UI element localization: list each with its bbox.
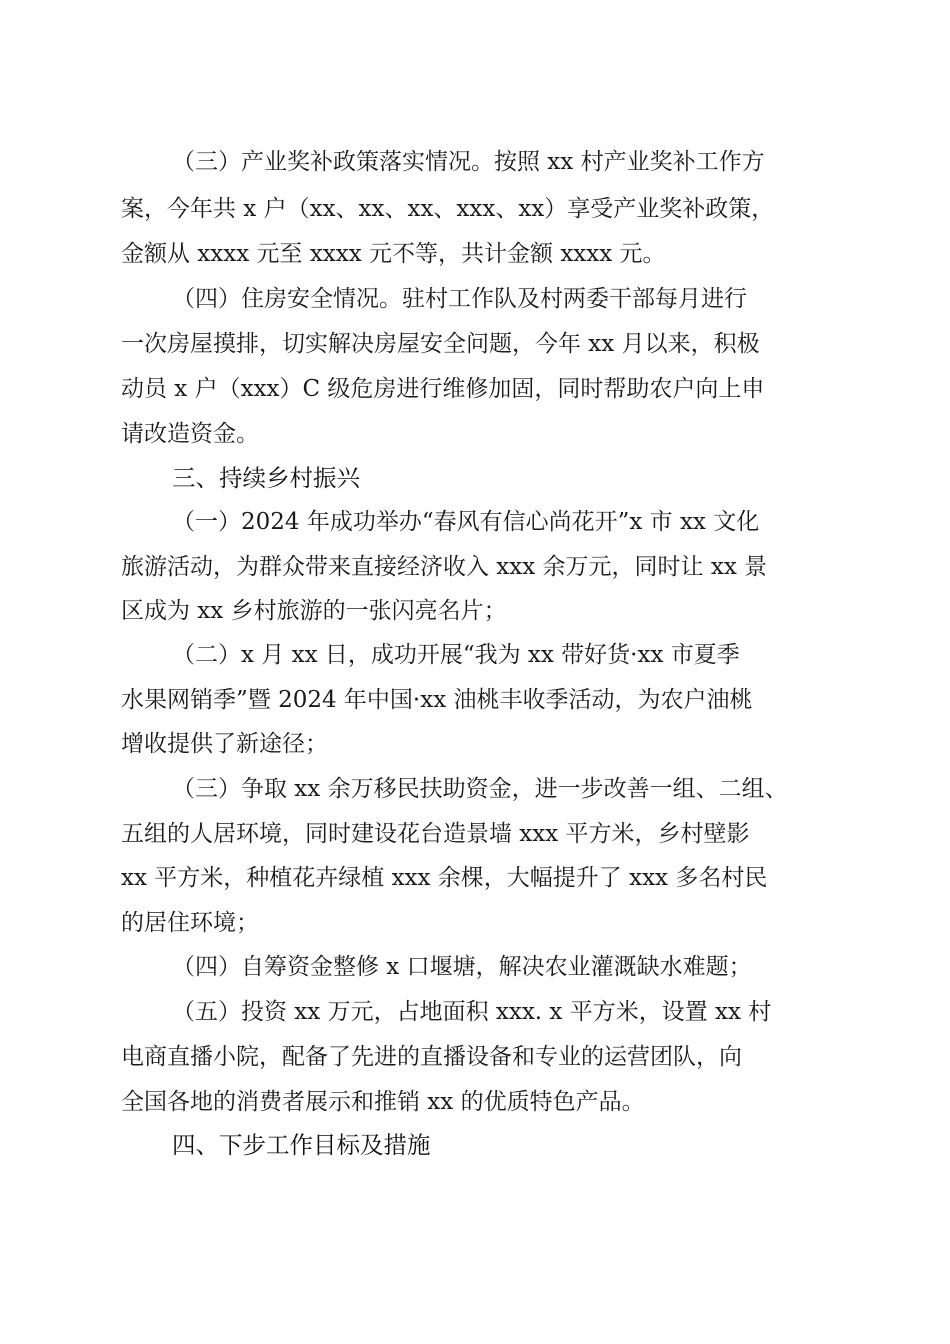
paragraph-line: （四）自筹资金整修 x 口堰塘，解决农业灌溉缺水难题； [172, 954, 752, 980]
paragraph-line: （五）投资 xx 万元，占地面积 xxx. x 平方米，设置 xx 村 [172, 999, 772, 1025]
paragraph-line: 增收提供了新途径； [121, 731, 328, 757]
paragraph-line: 一次房屋摸排，切实解决房屋安全问题，今年 xx 月以来，积极 [121, 331, 760, 357]
paragraph-line: xx 平方米，种植花卉绿植 xxx 余棵，大幅提升了 xxx 多名村民 [121, 865, 768, 891]
paragraph-line: 案，今年共 x 户（xx、xx、xx、xxx、xx）享受产业奖补政策， [121, 196, 775, 222]
paragraph-line: 水果网销季”暨 2024 年中国·xx 油桃丰收季活动，为农户油桃 [121, 687, 753, 713]
paragraph-line: 全国各地的消费者展示和推销 xx 的优质特色产品。 [121, 1089, 645, 1115]
section-heading: 三、持续乡村振兴 [172, 464, 360, 492]
paragraph-line: （一）2024 年成功举办“春风有信心尚花开”x 市 xx 文化 [172, 509, 760, 535]
section-heading: 四、下步工作目标及措施 [172, 1131, 431, 1159]
paragraph-line: （二）x 月 xx 日，成功开展“我为 xx 带好货·xx 市夏季 [172, 642, 740, 668]
paragraph-line: 的居住环境； [121, 910, 259, 936]
paragraph-line: 旅游活动，为群众带来直接经济收入 xxx 余万元，同时让 xx 景 [121, 554, 768, 580]
paragraph-line: 金额从 xxxx 元至 xxxx 元不等，共计金额 xxxx 元。 [121, 241, 666, 267]
paragraph-line: 请改造资金。 [121, 421, 259, 447]
paragraph-line: 区成为 xx 乡村旅游的一张闪亮名片； [121, 598, 507, 624]
paragraph-line: （三）争取 xx 余万移民扶助资金，进一步改善一组、二组、 [172, 776, 788, 802]
paragraph-line: 电商直播小院，配备了先进的直播设备和专业的运营团队，向 [121, 1044, 742, 1070]
paragraph-line: （四）住房安全情况。驻村工作队及村两委干部每月进行 [172, 286, 747, 312]
paragraph-line: 动员 x 户（xxx）C 级危房进行维修加固，同时帮助农户向上申 [121, 376, 765, 402]
paragraph-line: 五组的人居环境，同时建设花台造景墙 xxx 平方米，乡村壁影 [121, 821, 750, 847]
paragraph-line: （三）产业奖补政策落实情况。按照 xx 村产业奖补工作方 [172, 149, 765, 175]
